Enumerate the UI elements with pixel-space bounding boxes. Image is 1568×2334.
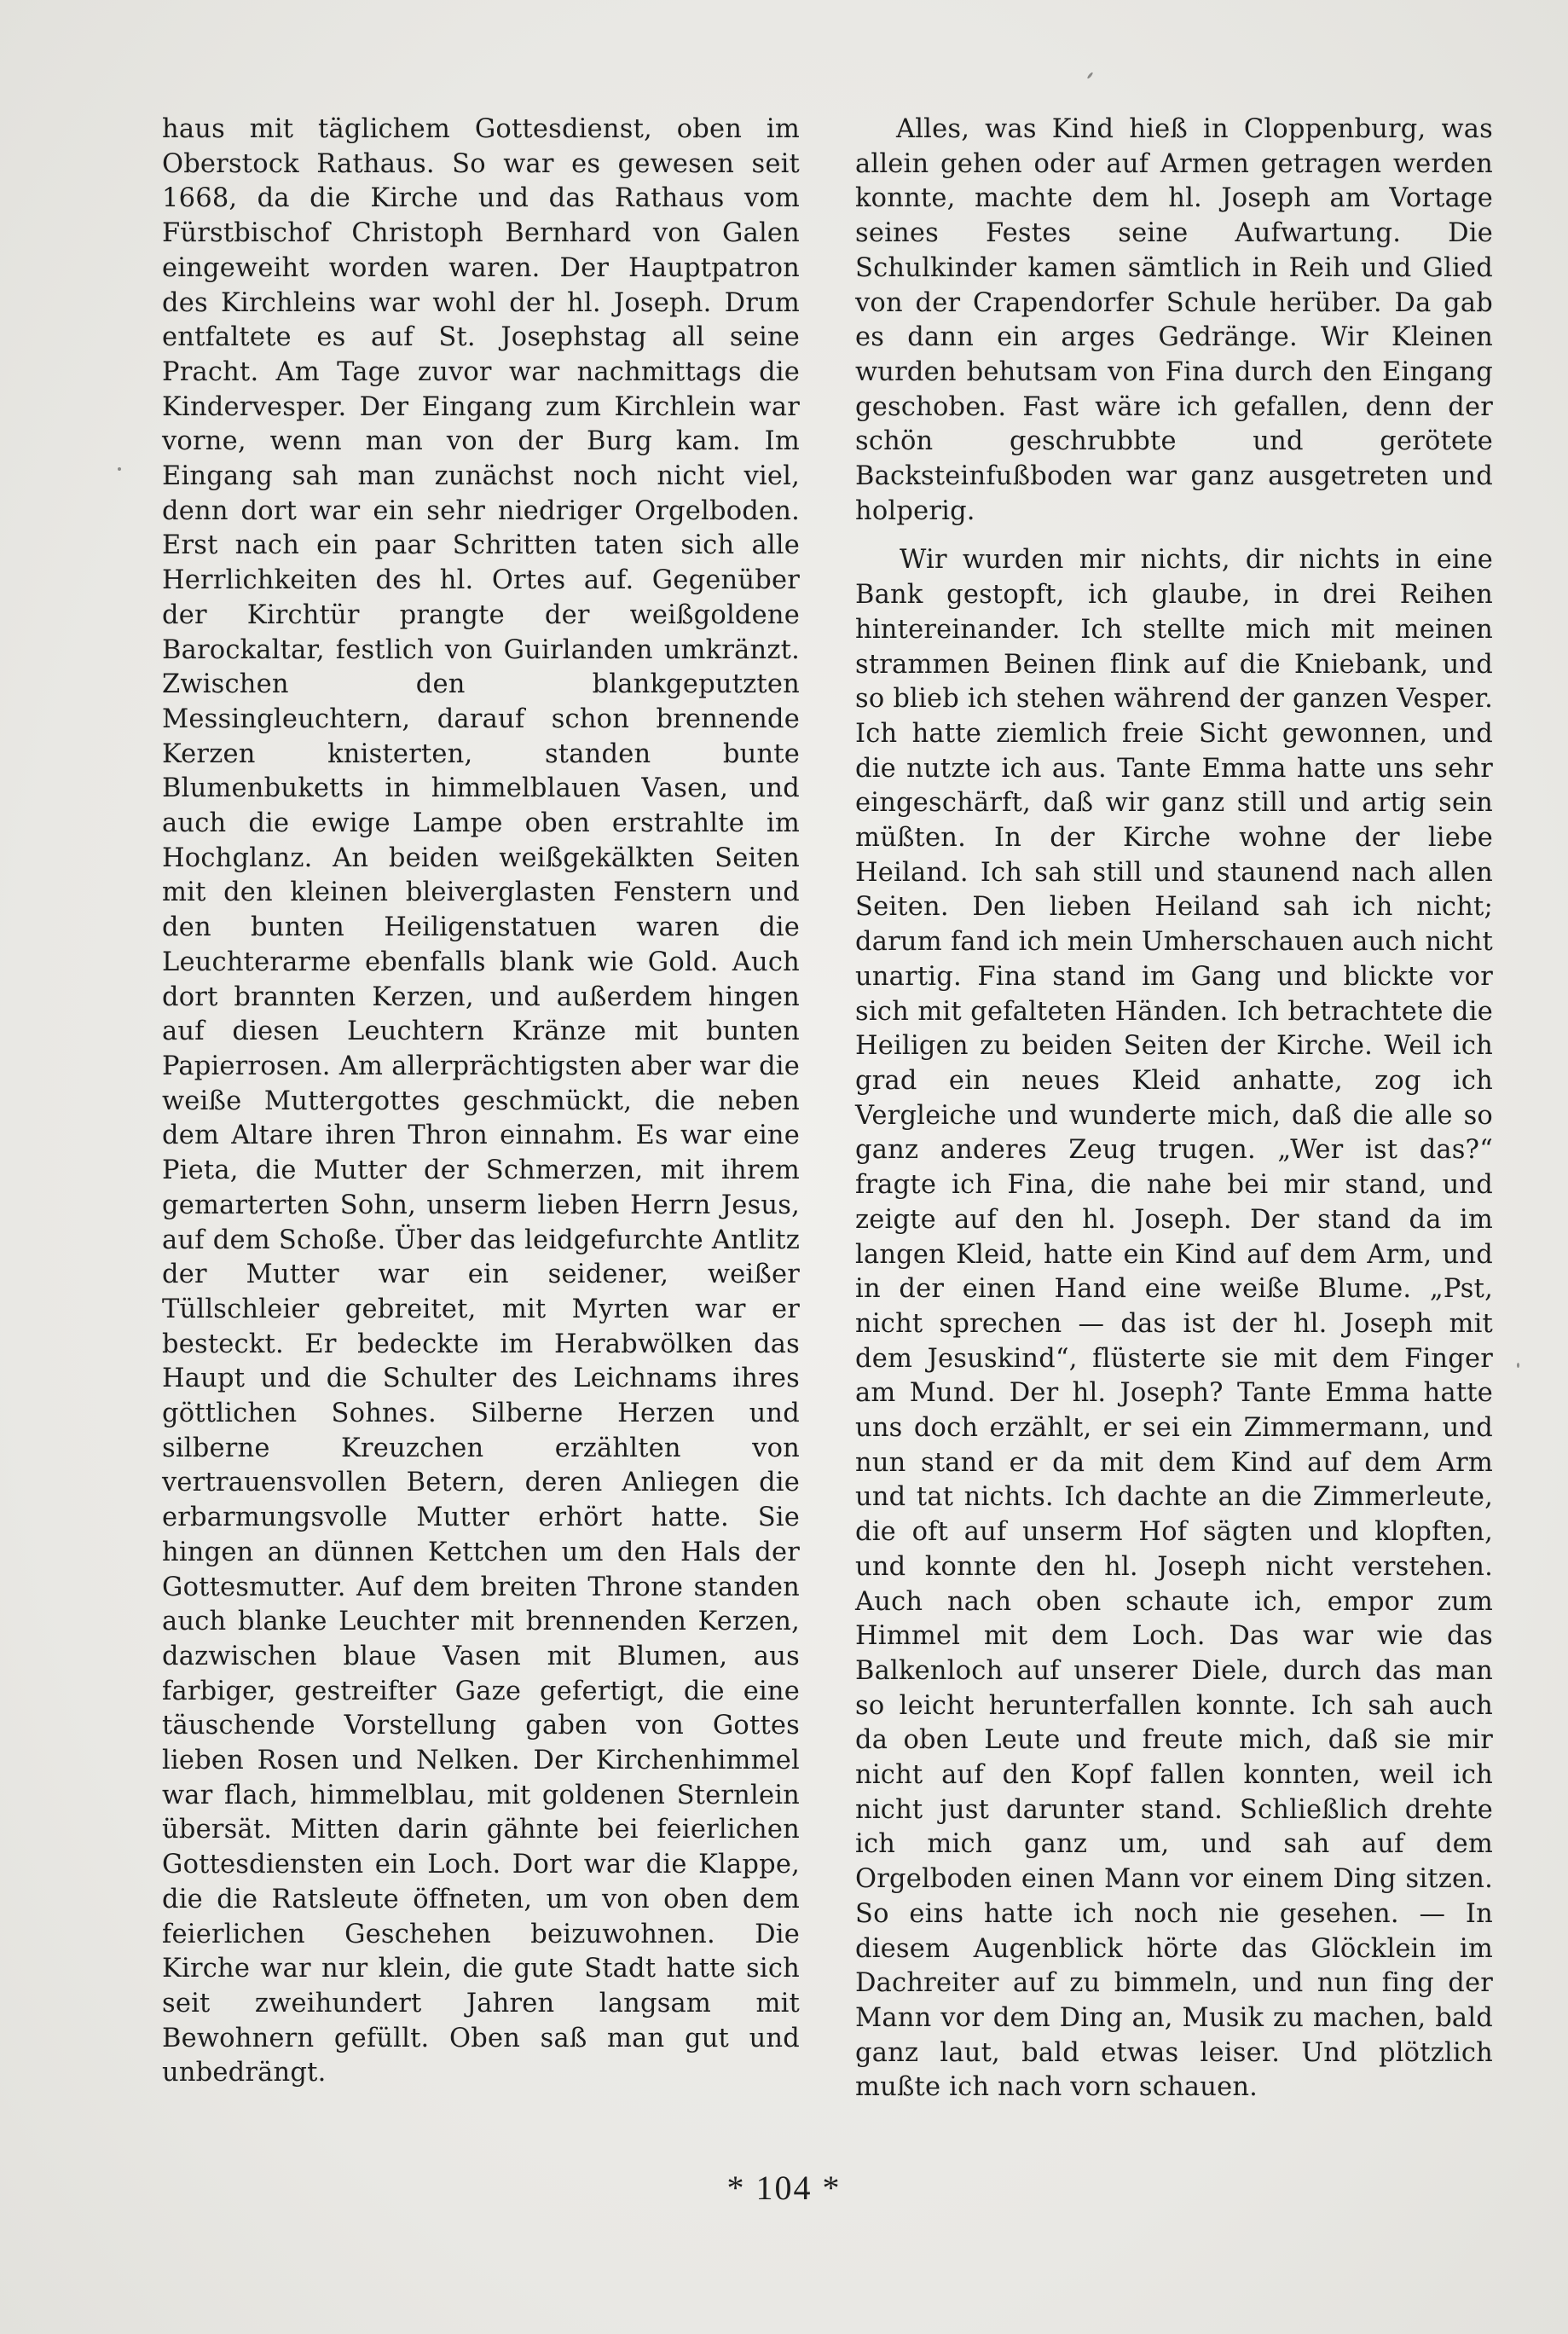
print-speck: [118, 467, 121, 471]
text-column-right: [855, 113, 1493, 2105]
paragraph-left: haus mit täglichem Gottesdienst, oben im Oberstock Rathaus. So war es gewesen seit 1668, da die Kirche und das Rathaus vom Fürstbischof Christoph Bernhard von Galen eingeweiht worden waren. Der Hauptpatron des Kirchleins war wohl der hl. Joseph. Drum entfaltete es auf St. Josephstag all seine Pracht. Am Tage zuvor war nachmittags die Kindervesper. Der Eingang zum Kirchlein war vorne, wenn man von der Burg kam. Im Eingang sah man zunächst noch nicht viel, denn dort war ein sehr niedriger Orgelboden. Erst nach ein paar Schritten taten sich alle Herrlichkeiten des hl. Ortes auf. Gegenüber der Kirchtür prangte der weißgoldene Barockaltar, festlich von Guirlanden umkränzt. Zwischen den blankgeputzten Messingleuchtern, darauf schon brennende Kerzen knisterten, standen bunte Blumenbuketts in himmelblauen Vasen, und auch die ewige Lampe oben erstrahlte im Hochglanz. An beiden weißgekälkten Seiten mit den kleinen bleiverglasten Fenstern und den bunten Heiligenstatuen waren die Leuchterarme ebenfalls blank wie Gold. Auch dort brannten Kerzen, und außerdem hingen auf diesen Leuchtern Kränze mit bunten Papierrosen. Am allerprächtigsten aber war die weiße Muttergottes geschmückt, die neben dem Altare ihren Thron einnahm. Es war eine Pieta, die Mutter der Schmerzen, mit ihrem gemarterten Sohn, unserm lieben Herrn Jesus, auf dem Schoße. Über das leidgefurchte Antlitz der Mutter war ein seidener, weißer Tüllschleier gebreitet, mit Myrten war er besteckt. Er bedeckte im Herabwölken das Haupt und die Schulter des Leichnams ihres göttlichen Sohnes. Silberne Herzen und silberne Kreuzchen erzählten von vertrauensvollen Betern, deren Anliegen die erbarmungsvolle Mutter erhört hatte. Sie hingen an dünnen Kettchen um den Hals der Gottesmutter. Auf dem breiten Throne standen auch blanke Leuchter mit brennenden Kerzen, dazwischen blaue Vasen mit Blumen, aus farbiger, gestreifter Gaze gefertigt, die eine täuschende Vorstellung gaben von Gottes lieben Rosen und Nelken. Der Kirchenhimmel war flach, himmelblau, mit goldenen Sternlein übersät. Mitten darin gähnte bei feierlichen Gottesdiensten ein Loch. Dort war die Klappe, die die Ratsleute öffneten, um von oben dem feierlichen Geschehen beizuwohnen. Die Kirche war nur klein, die gute Stadt hatte sich seit zweihundert Jahren langsam mit Bewohnern gefüllt. Oben saß man gut und unbedrängt.: [162, 114, 800, 2088]
page-number: * 104 *: [726, 2169, 842, 2207]
text-column-left: [162, 113, 800, 2091]
print-speck: [1086, 72, 1093, 79]
paragraph-right-2: Wir wurden mir nichts, dir nichts in eine Bank gestopft, ich glaube, in drei Reihen hintereinander. Ich stellte mich mit meinen strammen Beinen flink auf die Kniebank, und so blieb ich stehen während der ganzen Vesper. Ich hatte ziemlich freie Sicht gewonnen, und die nutzte ich aus. Tante Emma hatte uns sehr eingeschärft, daß wir ganz still und artig sein müßten. In der Kirche wohne der liebe Heiland. Ich sah still und staunend nach allen Seiten. Den lieben Heiland sah ich nicht; darum fand ich mein Umherschauen auch nicht unartig. Fina stand im Gang und blickte vor sich mit gefalteten Händen. Ich betrachtete die Heiligen zu beiden Seiten der Kirche. Weil ich grad ein neues Kleid anhatte, zog ich Vergleiche und wunderte mich, daß die alle so ganz anderes Zeug trugen. „Wer ist das?“ fragte ich Fina, die nahe bei mir stand, und zeigte auf den hl. Joseph. Der stand da im langen Kleid, hatte ein Kind auf dem Arm, und in der einen Hand eine weiße Blume. „Pst, nicht sprechen — das ist der hl. Joseph mit dem Jesuskind“, flüsterte sie mit dem Finger am Mund. Der hl. Joseph? Tante Emma hatte uns doch erzählt, er sei ein Zimmermann, und nun stand er da mit dem Kind auf dem Arm und tat nichts. Ich dachte an die Zimmerleute, die oft auf unserm Hof sägten und klopften, und konnte den hl. Joseph nicht verstehen. Auch nach oben schaute ich, empor zum Himmel mit dem Loch. Das war wie das Balkenloch auf unserer Diele, durch das man so leicht herunterfallen konnte. Ich sah auch da oben Leute und freute mich, daß sie mir nicht auf den Kopf fallen konnten, weil ich nicht just darunter stand. Schließlich drehte ich mich ganz um, und sah auf dem Orgelboden einen Mann vor einem Ding sitzen. So eins hatte ich noch nie gesehen. — In diesem Augenblick hörte das Glöcklein im Dachreiter auf zu bimmeln, und nun fing der Mann vor dem Ding an, Musik zu machen, bald ganz laut, bald etwas leiser. Und plötzlich mußte ich nach vorn schauen.: [855, 545, 1493, 2103]
paragraph-right-1: Alles, was Kind hieß in Cloppenburg, was allein gehen oder auf Armen getragen werden konnte, machte dem hl. Joseph am Vortage seines Festes seine Aufwartung. Die Schulkinder kamen sämtlich in Reih und Glied von der Crapendorfer Schule herüber. Da gab es dann ein arges Gedränge. Wir Kleinen wurden behutsam von Fina durch den Eingang geschoben. Fast wäre ich gefallen, denn der schön geschrubbte und gerötete Backsteinfußboden war ganz ausgetreten und holperig.: [855, 114, 1493, 526]
print-speck: [1517, 1363, 1519, 1368]
